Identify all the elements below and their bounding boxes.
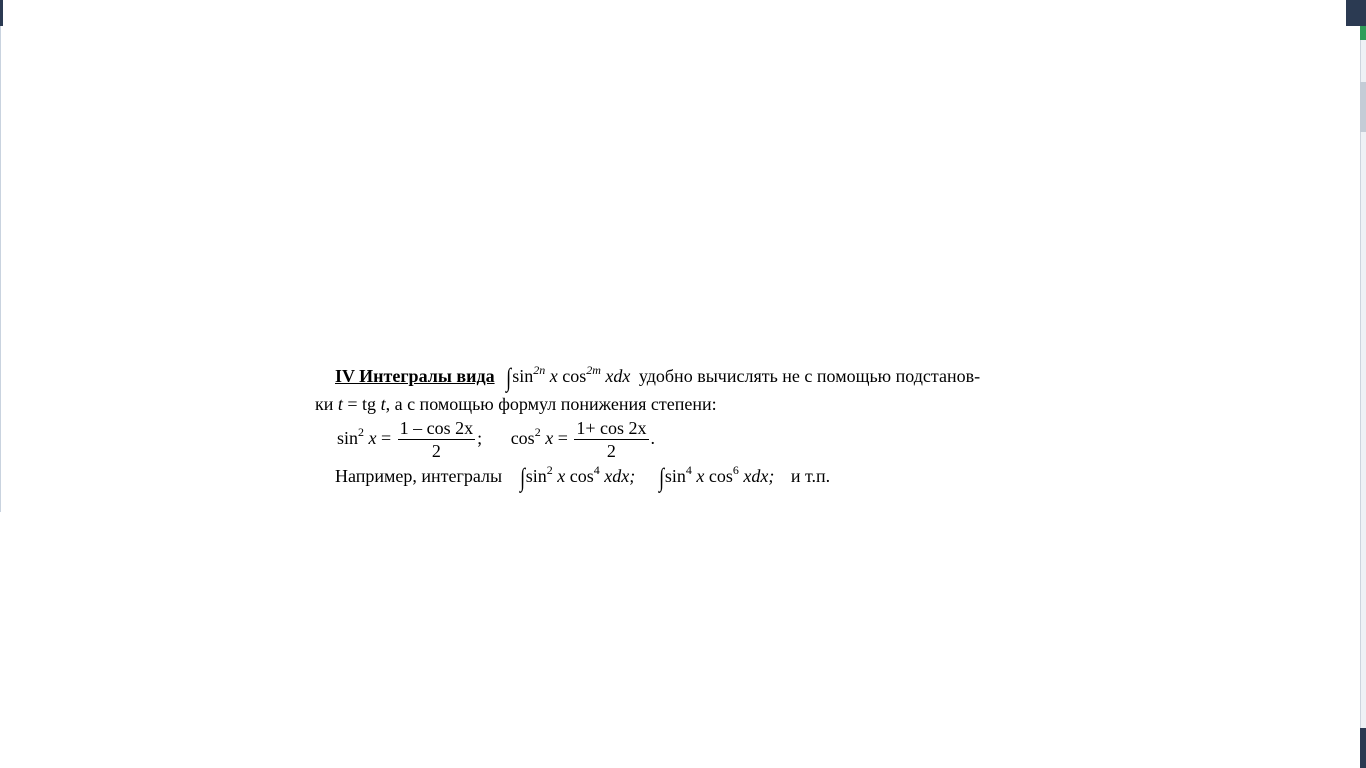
i1-cos: cos xyxy=(569,466,594,486)
f2-numerator: 1+ cos 2x xyxy=(576,417,647,438)
example-tail: и т.п. xyxy=(790,466,831,486)
f1-numerator: 1 – cos 2x xyxy=(399,417,474,438)
formula-cos-squared xyxy=(510,417,655,461)
f1-fraction xyxy=(398,418,476,462)
i2-sin: sin xyxy=(664,466,686,486)
reduction-formulas xyxy=(337,416,655,462)
line1-tail: удобно вычислять не с помощью подстанов- xyxy=(638,366,981,386)
i1-x: x xyxy=(557,466,566,486)
cos-exponent: 2m xyxy=(586,363,601,377)
f1-fn: sin xyxy=(337,428,359,448)
integral-expression xyxy=(505,363,635,392)
i2-xdx: xdx; xyxy=(743,466,775,486)
line2-part-c: , а с помощью формул понижения степени: xyxy=(385,394,717,414)
sin-exponent: 2n xyxy=(533,363,546,377)
i1-sin: sin xyxy=(525,466,547,486)
integral-sign-icon: ∫ xyxy=(506,363,512,392)
var-xdx: xdx xyxy=(605,366,631,386)
line2-part-a: ки xyxy=(315,394,338,414)
f2-var: x xyxy=(545,428,554,448)
left-border xyxy=(0,26,1,512)
f1-eq: = xyxy=(376,428,392,448)
scroll-up-button[interactable] xyxy=(1360,26,1366,40)
f2-fraction xyxy=(574,418,648,462)
example-integral-1 xyxy=(519,463,640,492)
f1-denominator: 2 xyxy=(431,440,441,461)
paragraph-line-2 xyxy=(315,394,717,414)
var-t-2: t xyxy=(380,394,386,414)
f2-fn: cos xyxy=(510,428,535,448)
i2-x: x xyxy=(696,466,705,486)
paragraph-example xyxy=(335,463,831,492)
scroll-down-button[interactable] xyxy=(1360,728,1366,768)
f2-denominator: 2 xyxy=(606,440,616,461)
integral-sign-icon: ∫ xyxy=(519,463,525,492)
i2-cos: cos xyxy=(708,466,733,486)
i1-xdx: xdx; xyxy=(604,466,636,486)
i2-sin-exp: 4 xyxy=(685,463,692,477)
section-heading: IV Интегралы вида xyxy=(335,366,495,386)
var-t: t xyxy=(337,394,343,414)
vertical-scrollbar[interactable] xyxy=(1360,26,1366,768)
f1-end: ; xyxy=(477,428,483,448)
line2-part-b: = tg xyxy=(342,394,381,414)
i1-sin-exp: 2 xyxy=(546,463,553,477)
f2-exp: 2 xyxy=(534,425,541,439)
i2-cos-exp: 6 xyxy=(732,463,739,477)
f1-var: x xyxy=(368,428,377,448)
f1-exp: 2 xyxy=(358,425,365,439)
integral-sign-icon: ∫ xyxy=(658,463,664,492)
paragraph-line-1 xyxy=(335,363,981,392)
f2-end: . xyxy=(650,428,655,448)
example-integral-2 xyxy=(658,463,779,492)
i1-cos-exp: 4 xyxy=(593,463,600,477)
example-lead: Например, интегралы xyxy=(335,466,503,486)
cos-fn: cos xyxy=(562,366,587,386)
sin-fn: sin xyxy=(512,366,534,386)
window-corner-left xyxy=(0,0,3,26)
window-corner-right xyxy=(1346,0,1366,26)
var-x: x xyxy=(549,366,558,386)
formula-sin-squared xyxy=(337,417,487,461)
f2-eq: = xyxy=(553,428,568,448)
scroll-thumb[interactable] xyxy=(1360,82,1366,132)
